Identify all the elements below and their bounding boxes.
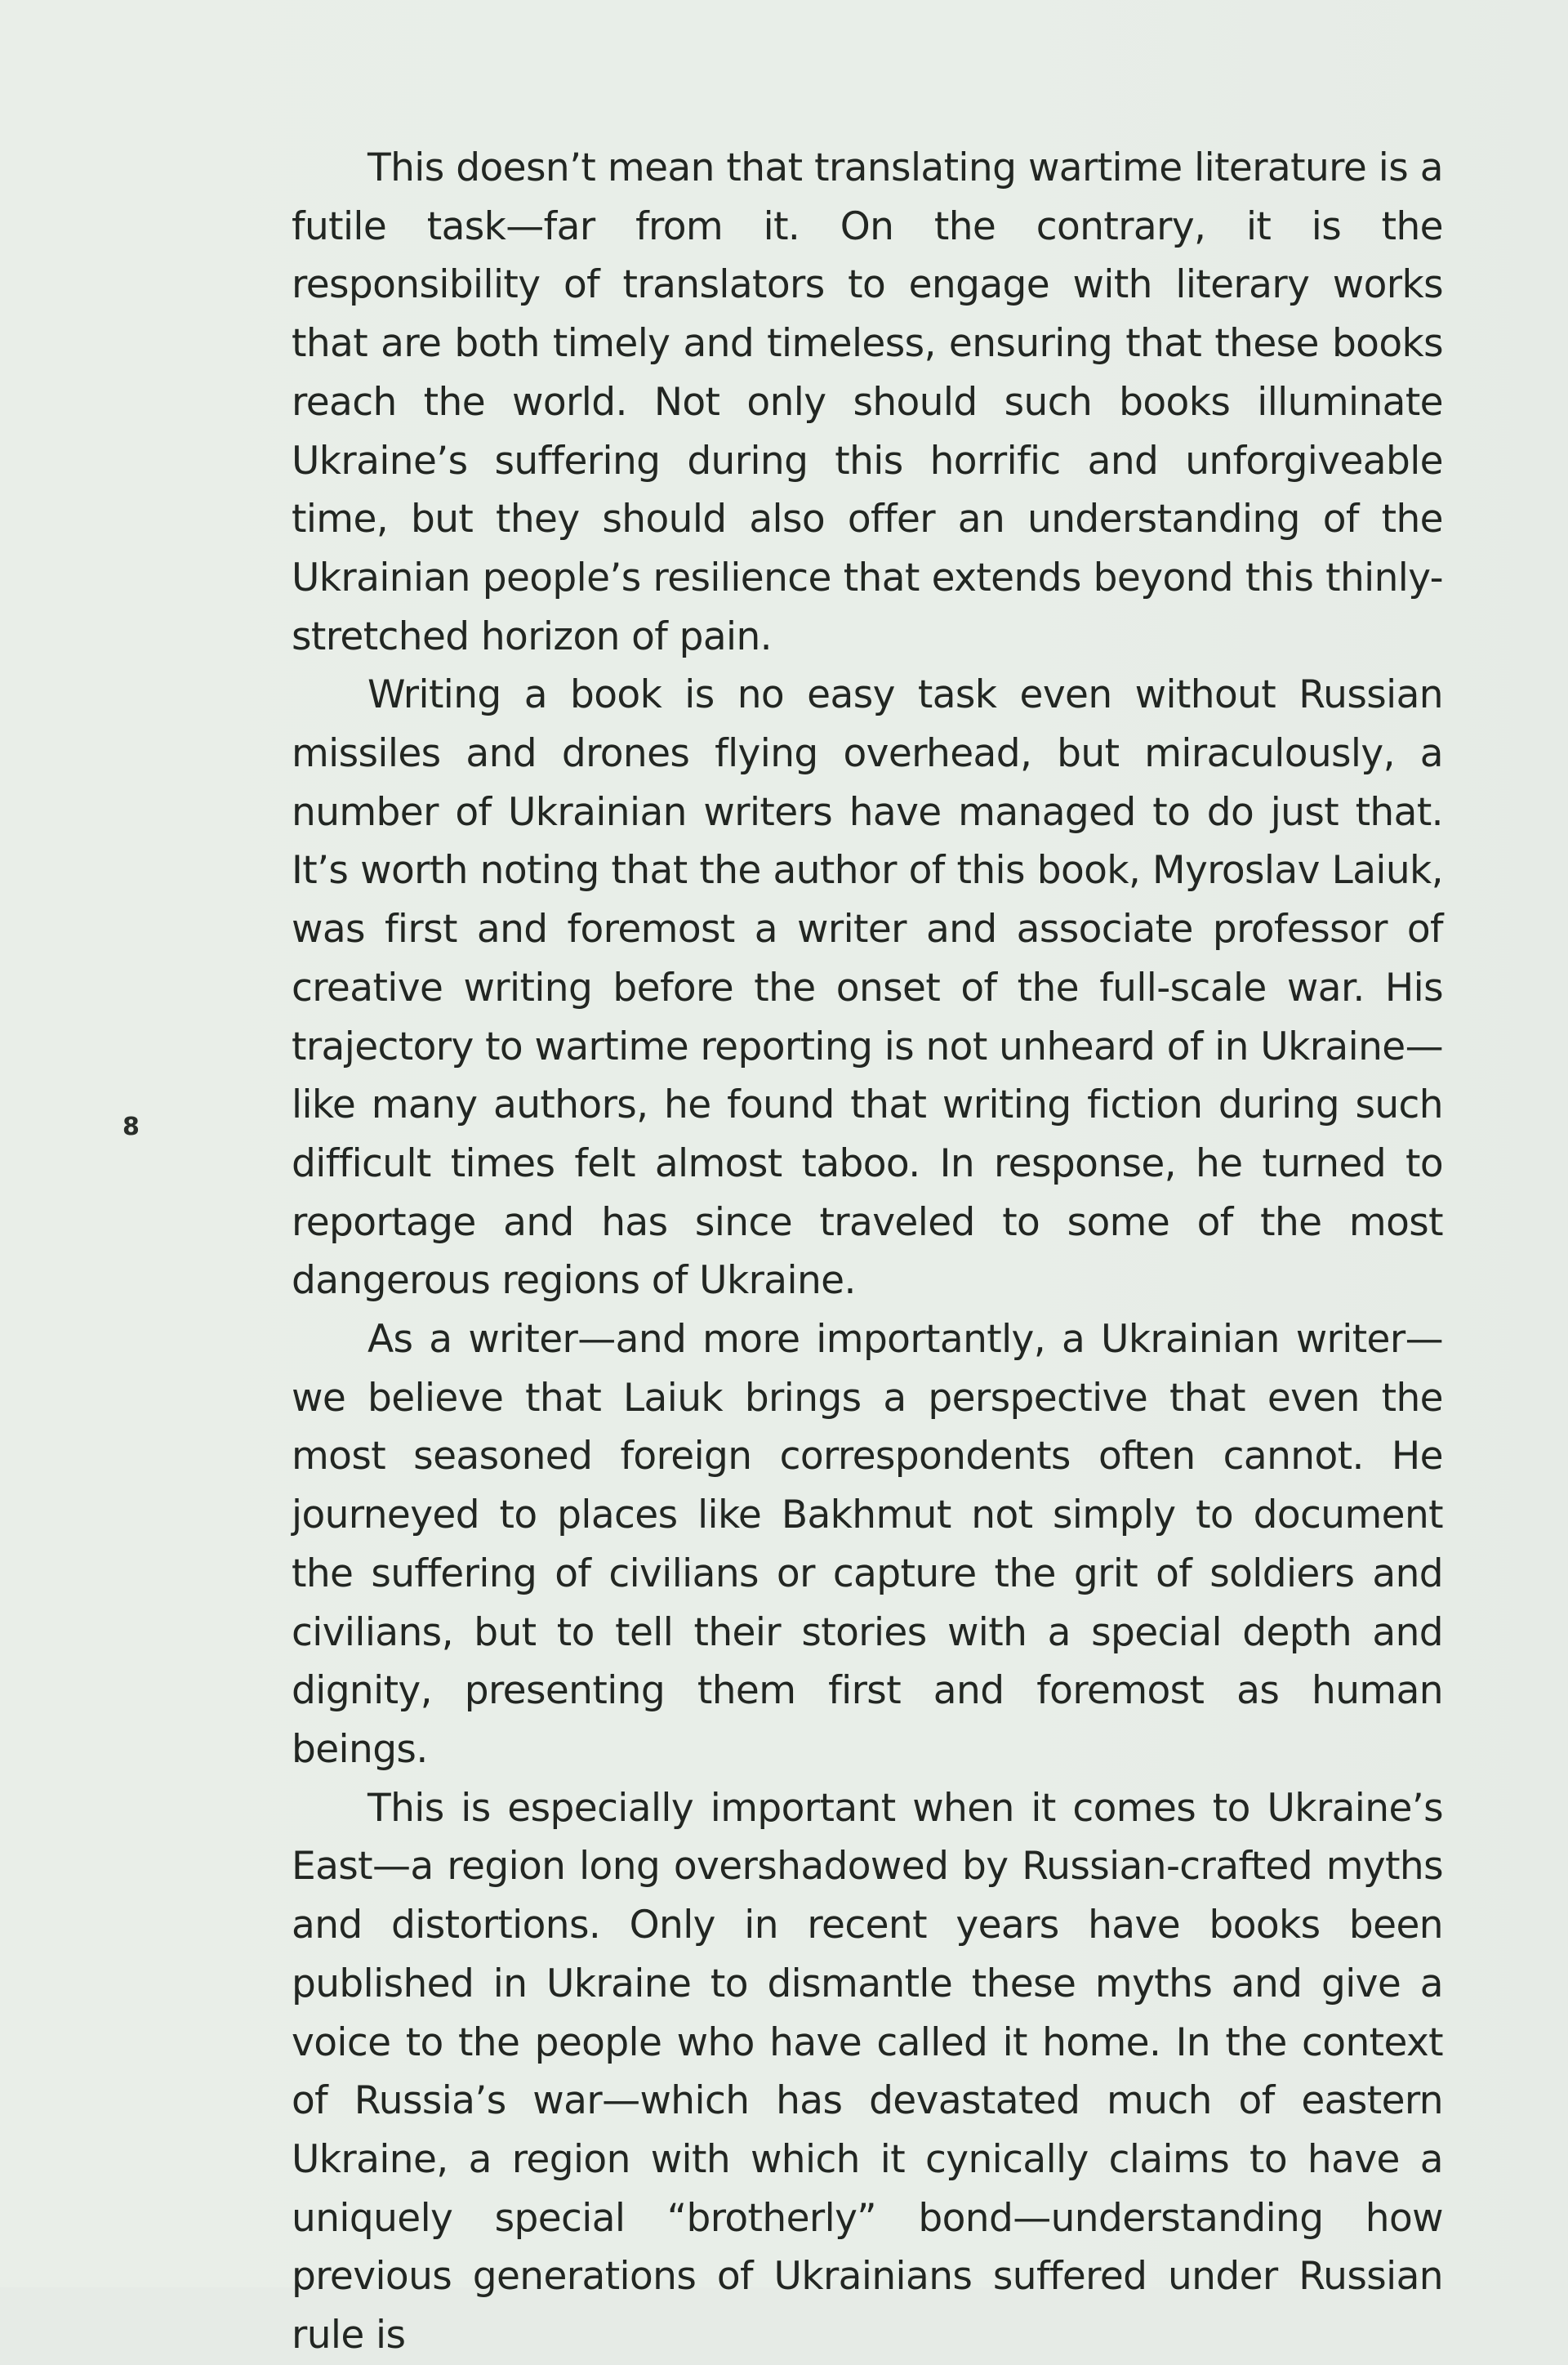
body-text bbox=[292, 139, 1443, 2365]
paragraph: This is especially important when it comes to Ukraine’s East—a region long overshadowed by Russian-crafted myths and distortions. Only in recent years have books been published in Ukraine to dismantle these myths and give a voice to the people who have called it home. In the context of Russia’s war—which has devastated much of eastern Ukraine, a region with which it cynically claims to have a uniquely special “brotherly” bond—understanding how previous generations of Ukrainians suffered under Russian rule is bbox=[292, 1785, 1443, 2358]
paragraph: As a writer—and more importantly, a Ukrainian writer—we believe that Laiuk brings a perspective that even the most seasoned foreign correspondents often cannot. He journeyed to places like Bakhmut not simply to document the suffering of civilians or capture the grit of soldiers and civilians, but to tell their stories with a special depth and dignity, presenting them first and foremost as human beings. bbox=[292, 1317, 1443, 1772]
paragraph: Writing a book is no easy task even without Russian missiles and drones flying overhead, but miraculously, a number of Ukrainian writers have managed to do just that. It’s worth noting that the author of this book, Myroslav Laiuk, was first and foremost a writer and associate professor of creative writing before the onset of the full-scale war. His trajectory to wartime reporting is not unheard of in Ukraine—like many authors, he found that writing fiction during such difficult times felt almost taboo. In response, he turned to reportage and has since traveled to some of the most dangerous regions of Ukraine. bbox=[292, 672, 1443, 1304]
paragraph: This doesn’t mean that translating wartime literature is a futile task—far from it. On the contrary, it is the responsibility of translators to engage with literary works that are both timely and timeless, ensuring that these books reach the world. Not only should such books illuminate Ukraine’s suffering during this horrific and unforgiveable time, but they should also offer an understanding of the Ukrainian people’s resilience that extends beyond this thinly-stretched horizon of pain. bbox=[292, 145, 1443, 659]
page-number: 8 bbox=[122, 1113, 140, 1141]
